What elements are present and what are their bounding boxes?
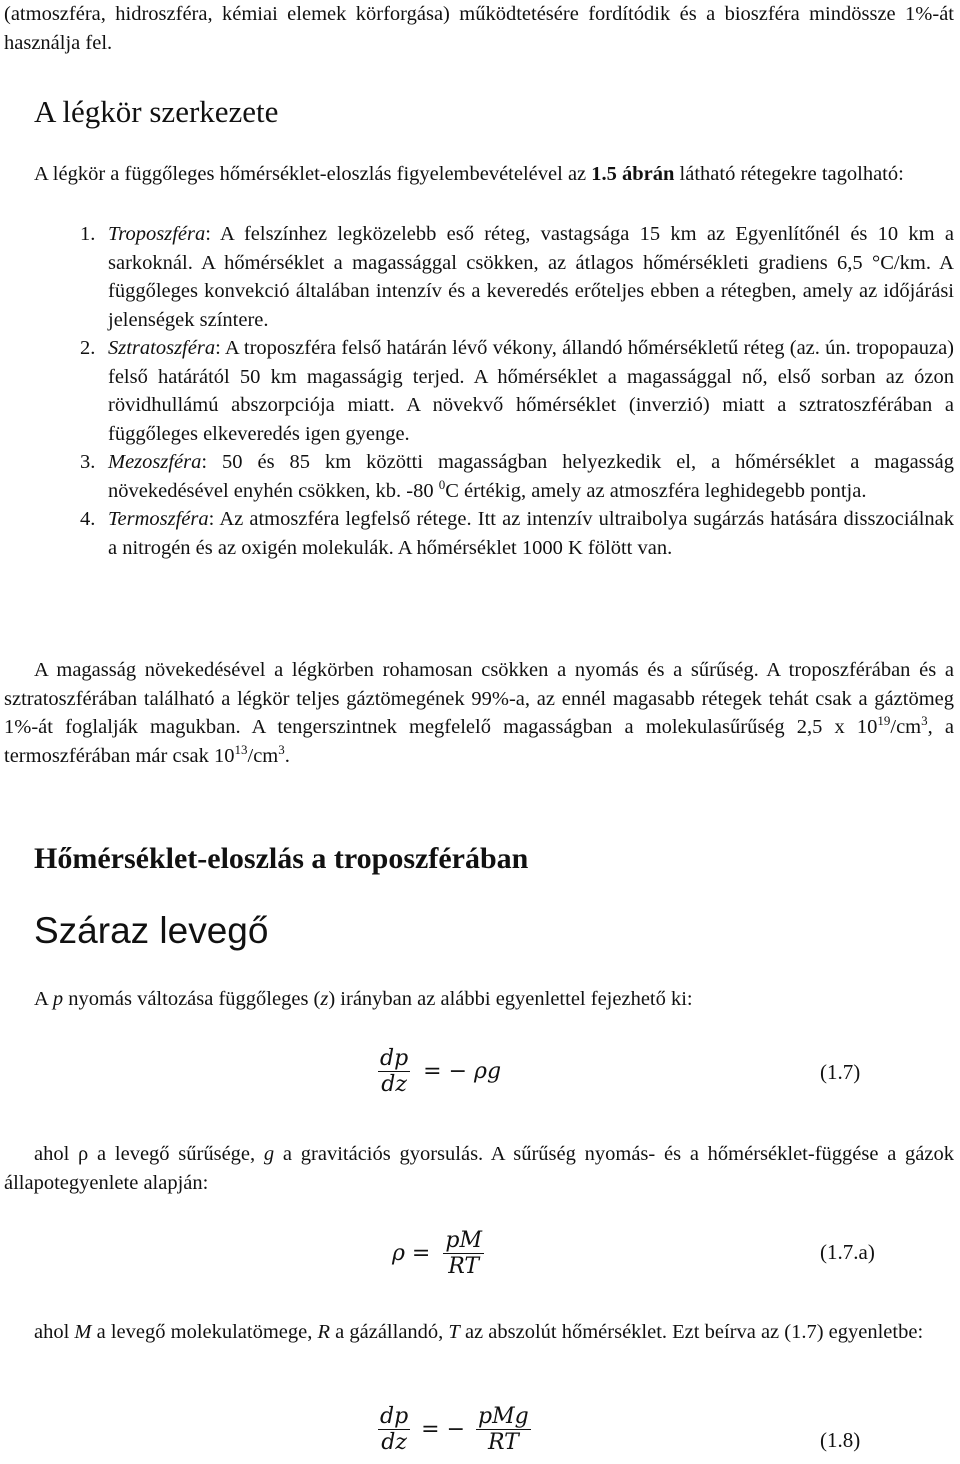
list-item [4,448,954,505]
superscript: 3 [278,741,285,757]
fraction-numerator: dp [380,1046,409,1071]
list-number: 4. [80,508,96,530]
density-text: . [284,744,290,767]
equation-rhs: = − ρg [423,1059,502,1084]
equation-label: (1.8) [820,1428,861,1452]
density-text: /cm [890,716,922,738]
equation-label: (1.7.a) [820,1240,875,1264]
fraction-denominator: dz [381,1430,407,1455]
list-term: Sztratoszféra [108,337,216,359]
text: ) irányban az alábbi egyenlettel fejezhető ki: [328,988,693,1010]
text: ahol [34,1321,75,1343]
list-term: Termoszféra [108,508,209,530]
section-title: A légkör szerkezete [34,94,279,129]
italic-var: z [320,988,329,1010]
text: A [34,988,53,1010]
list-text: : Az atmoszféra legfelső rétege. Itt az intenzív ultraibolya sugárzás hatására disszociálnak a nitrogén és az oxigén molekulák. A hőmérséklet 1000 K fölött van. [108,508,954,559]
text: nyomás változása függőleges ( [63,988,321,1010]
superscript: 13 [234,741,248,757]
list-term: Troposzféra [108,223,206,245]
italic-var: p [52,988,64,1010]
fraction-numerator: pM [445,1228,482,1253]
equation-1-8 [378,1404,531,1455]
fraction-denominator: RT [487,1430,519,1455]
text: ahol ρ a levegő sűrűsége, [34,1143,264,1165]
italic-var: R [317,1321,331,1343]
figure-reference: 1.5 ábrán [591,163,675,185]
list-text: : 50 és 85 km közötti magasságban helyezkedik el, a hőmérséklet a magasság növekedésével enyhén csökken, kb. -80 [108,451,954,502]
fraction [378,1046,410,1097]
fraction [476,1404,531,1455]
density-text: /cm [247,744,279,767]
list-number: 3. [80,451,96,473]
list-number: 1. [80,223,96,245]
list-item [4,505,954,562]
text: a levegő molekulatömege, [91,1321,318,1343]
molecular-mass-paragraph [4,1318,954,1347]
list-item [4,220,954,334]
density-paragraph [4,656,954,770]
list-text: : A troposzféra felső határán lévő vékony, állandó hőmérsékletű réteg (az. ún. tropopauza) felső határától 50 km magasságig terjed. A hőmérséklet a magassággal nő, első sorban az ózon rövidhullámú abszorpciója miatt. A növekvő hőmérséklet (inverzió) miatt a sztratoszférában a függőleges elkeveredés igen gyenge. [108,337,954,445]
text: a gravitációs gyorsulás. A sűrűség nyomás- és a hőmérséklet-függése a gázok állapotegyenlete alapján: [4,1143,955,1194]
list-number: 2. [80,337,96,359]
italic-var: T [448,1321,460,1343]
fraction-numerator: dp [380,1404,409,1429]
fraction-denominator: RT [448,1254,480,1279]
fraction-denominator: dz [381,1072,407,1097]
list-text: C értékig, amely az atmoszféra leghidegebb pontja. [445,479,867,502]
list-intro-text-a: A légkör a függőleges hőmérséklet-eloszlás figyelembevételével az [34,163,592,185]
list-superscript: 0 [438,476,446,492]
subsection-heading: Hőmérséklet-eloszlás a troposzférában [34,842,529,875]
list-intro-paragraph [4,160,954,189]
list-term: Mezoszféra [108,451,202,473]
equation-operator: = − [421,1417,466,1442]
superscript: 19 [877,713,891,729]
superscript: 3 [921,713,928,729]
equation-1-7 [378,1046,501,1097]
text: az abszolút hőmérséklet. Ezt beírva az (1.7) egyenletbe: [459,1321,924,1343]
equation-lhs: ρ = [392,1241,431,1266]
equation-1-7a [392,1228,484,1279]
layers-list [4,220,954,562]
density-text: A magasság növekedésével a légkörben rohamosan csökken a nyomás és a sűrűség. A troposzférában és a sztratoszférában található a légkör teljes gáztömegének 99%-a, az ennél magasabb rétegek tehát csak a gáztömeg 1%-át foglalják magukban. A tengerszintnek megfelelő magasságban a molekulasűrűség 2,5 x 10 [4,659,954,738]
fraction [378,1404,410,1455]
density-dependence-paragraph [4,1140,954,1197]
list-intro-text-b: látható rétegekre tagolható: [674,163,904,185]
italic-var: g [263,1143,275,1165]
list-item [4,334,954,448]
fraction [443,1228,484,1279]
intro-paragraph: (atmoszféra, hidroszféra, kémiai elemek körforgása) működtetésére fordítódik és a bioszféra mindössze 1%-át használja fel. [4,3,954,54]
pressure-paragraph [34,985,934,1014]
text: a gázállandó, [330,1321,449,1343]
italic-var: M [74,1321,92,1343]
equation-label: (1.7) [820,1060,861,1084]
fraction-numerator: pMg [478,1404,529,1429]
density-text: , a termoszférában már csak 10 [4,716,954,767]
list-text: : A felszínhez legközelebb eső réteg, vastagsága 15 km az Egyenlítőnél és 10 km a sarkoknál. A hőmérséklet a magassággal csökken, az átlagos hőmérsékleti gradiens 6,5 °C/km. A függőleges konvekció általában intenzív és a keveredés erőteljes ebben a rétegben, amely az időjárási jelenségek színtere. [108,223,954,331]
subsubsection-heading: Száraz levegő [34,910,269,951]
